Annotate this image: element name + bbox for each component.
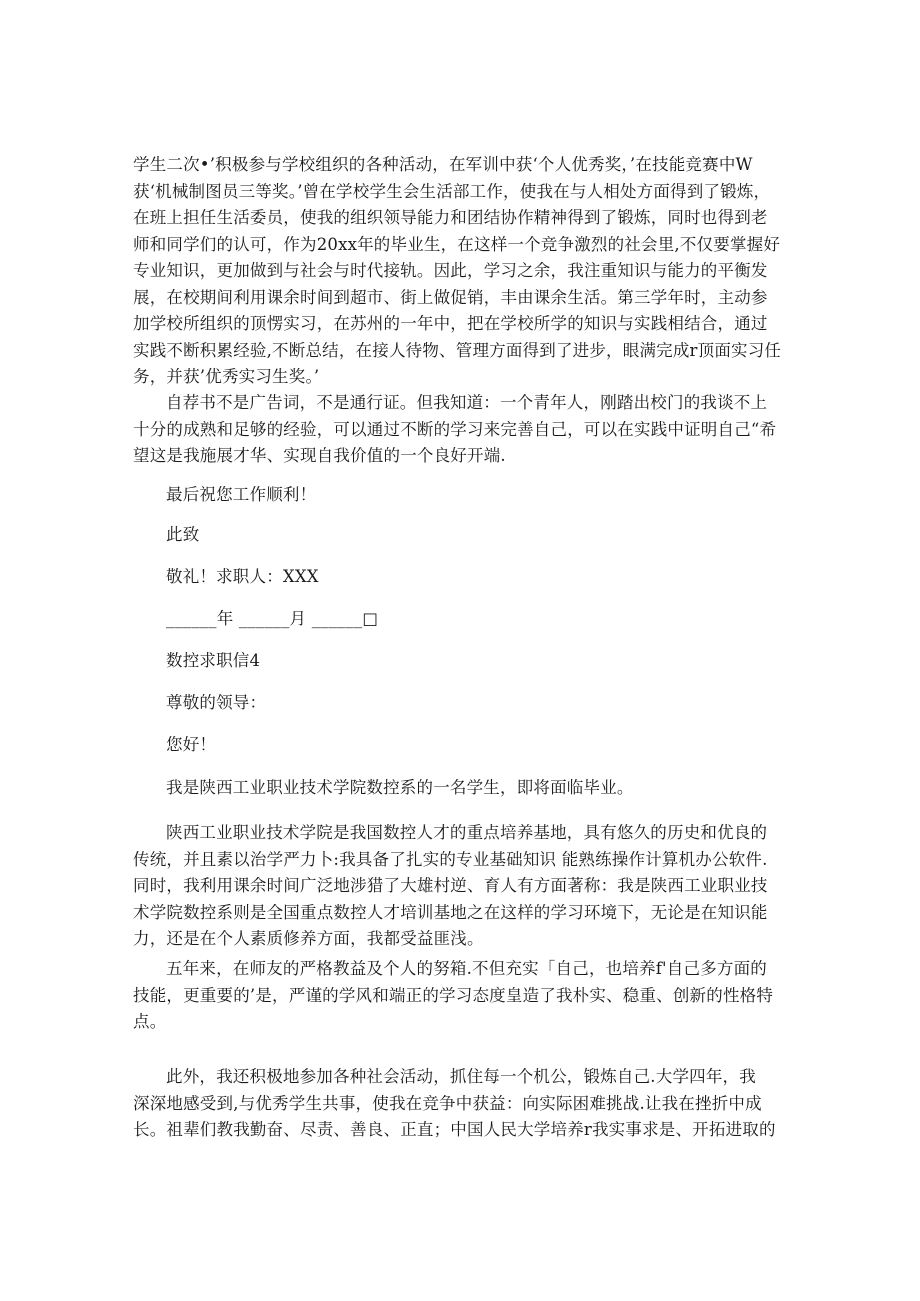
paragraph-line: 获‘机械制图员三等奖。’曾在学校学生会生活部工作，使我在与人相处方面得到了锻炼，: [133, 181, 771, 201]
paragraph-line: 在班上担任生活委员，使我的组织领导能力和团结协作精神得到了锻炼，同时也得到老: [133, 208, 768, 227]
paragraph-self-recommendation: [133, 390, 789, 470]
paragraph-line: 传统，并且素以治学严力卜:我具备了扎实的专业基础知识 能熟练操作计算机办公软件.: [133, 849, 768, 869]
salutation-close-text: 此致: [166, 525, 200, 544]
paragraph-line: 同时，我利用课余时间广泛地涉猎了大雄村逆、育人有方面著称：我是陕西工业职业技: [133, 876, 768, 895]
paragraph-five-years: [133, 956, 789, 1036]
paragraph-line: 术学院数控系则是全国重点数控人才培训基地之在这样的学习环境下，无论是在知识能: [133, 902, 768, 922]
paragraph-social-activities: [133, 1064, 789, 1144]
paragraph-line: 陕西工业职业技术学院是我国数控人才的重点培养基地，具有悠久的历史和优良的: [166, 823, 768, 842]
greeting-recipient: [133, 690, 789, 717]
paragraph-line: 专业知识，更加做到与社会与时代接轨。因此，学习之余，我注重知识与能力的平衡发: [133, 261, 768, 280]
paragraph-line: 学生二次•’积极参与学校组织的各种活动，在军训中获‘个人优秀奖，’在技能竞赛中W: [133, 155, 753, 174]
paragraph-line: 点。: [133, 1012, 167, 1031]
paragraph-line: 十分的成熟和足够的经验，可以通过不断的学习来完善自己，可以在实践中证明自己“希: [133, 419, 777, 439]
paragraph-line: 展，在校期间利用课余时间到超市、街上做促销，丰由课余生活。第三学年时，主动参: [133, 287, 768, 307]
letter-title: [133, 648, 789, 675]
paragraph-line: 五年来，在师友的严格教益及个人的努箱.不但充实「自己，也培养f'自己多方面的: [166, 959, 767, 978]
date-line: [133, 606, 789, 633]
letter-title-text: 数控求职信4: [166, 651, 261, 670]
paragraph-line: 务，并获’优秀实习生奖。’: [133, 367, 320, 386]
paragraph-line: 望这是我施展才华、实现自我价值的一个良好开端.: [133, 446, 506, 465]
greeting-hello: [133, 732, 789, 759]
paragraph-line: 自荐书不是广告词，不是通行证。但我知道：一个青年人，刚踏出校门的我谈不上: [166, 393, 768, 412]
intro-line-text: 我是陕西工业职业技术学院数控系的一名学生，即将面临毕业。: [166, 778, 634, 797]
paragraph-line: 深深地感受到,与优秀学生共事，使我在竞争中获益：向实际困难挑战.让我在挫折中成: [133, 1093, 762, 1113]
salutation-close: [133, 522, 789, 549]
intro-line: [133, 775, 789, 802]
closing-wish-text: 最后祝您工作顺利！: [166, 485, 317, 504]
paragraph-line: 加学校所组织的顶愣实习，在苏州的一年中，把在学校所学的知识与实践相结合，通过: [133, 314, 768, 333]
paragraph-line: 师和同学们的认可，作为20xx年的毕业生，在这样一个竞争激烈的社会里,不仅要掌握好: [133, 234, 781, 254]
paragraph-line: 力，还是在个人素质修养方面，我都受益匪浅。: [133, 929, 484, 948]
date-line-text: ______年 ______月 ______□: [166, 609, 379, 628]
paragraph-line: 长。祖辈们教我勤奋、尽责、善良、正直；中国人民大学培养r我实事求是、开拓进取的: [133, 1120, 776, 1139]
paragraph-activities: [133, 152, 789, 391]
paragraph-school: [133, 820, 789, 953]
paragraph-line: 实践不断积累经验,不断总结，在接人待物、管理方面得到了进步，眼满完成r顶面实习任: [133, 340, 782, 360]
regards-signature: [133, 564, 789, 591]
paragraph-line: 此外，我还积极地参加各种社会活动，抓住每一个机公，锻炼自己.大学四年，我: [166, 1067, 756, 1086]
greeting-hello-text: 您好！: [166, 735, 217, 754]
greeting-recipient-text: 尊敬的领导：: [166, 693, 267, 712]
closing-wish: [133, 482, 789, 509]
regards-signature-text: 敬礼！求职人：XXX: [166, 567, 319, 586]
paragraph-line: 技能，更重要的’是，严谨的学风和端正的学习态度皇造了我朴实、稳重、创新的性格特: [133, 985, 774, 1005]
